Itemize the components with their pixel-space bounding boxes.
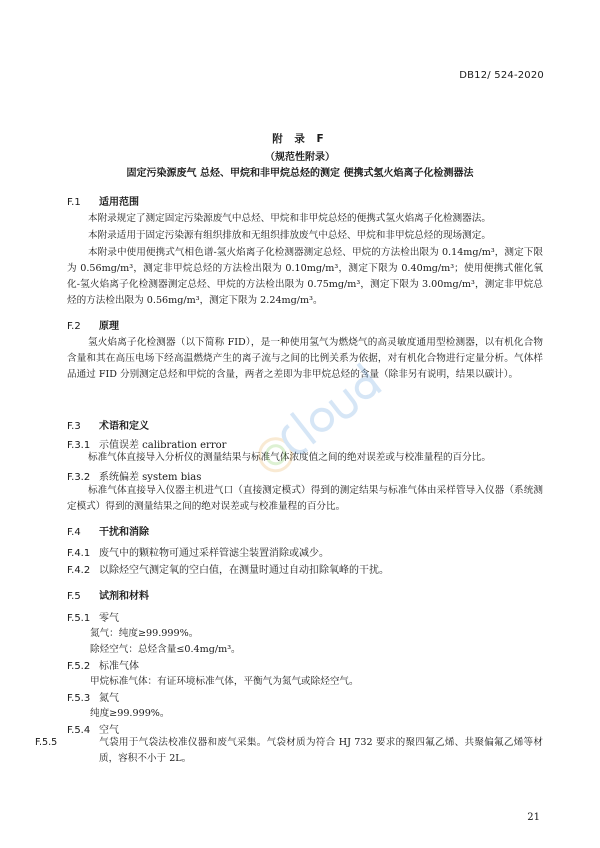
section-title: 干扰和消除 <box>99 527 149 538</box>
item-number: F.4.2 <box>67 565 91 576</box>
paragraph: 氢火焰离子化检测器（以下简称 FID），是一种使用氢气为燃烧气的高灵敏度通用型检测器，以有机化合物含量和其在高压电场下经高温燃烧产生的离子流与之间的比例关系为依据，对有机化合物进行定量分析。气体样品通过 FID 分别测定总烃和甲烷的含量，两者之差即为非甲烷总烃的含量（除非另有说明，结果以碳计）。 <box>67 337 543 380</box>
section-heading-f1 <box>67 193 139 208</box>
appendix-title: 附 录 F <box>272 133 328 145</box>
subsection-number: F.3.1 <box>67 440 91 451</box>
subsection-heading <box>67 609 119 624</box>
paragraph: 标准气体直接导入分析仪的测量结果与标准气体浓度值之间的绝对误差或与校准量程的百分比。 <box>88 452 491 463</box>
subsection-label: 氮气 <box>99 693 119 704</box>
subsection-number: F.5.3 <box>67 693 91 704</box>
subsection-label: 零气 <box>99 613 119 624</box>
list-line: 氮气：纯度≥99.999%。 <box>90 628 199 639</box>
section-number: F.3 <box>67 421 81 432</box>
section-heading-f3 <box>67 417 149 432</box>
section-title: 原理 <box>99 321 119 332</box>
section-title: 适用范围 <box>99 197 139 208</box>
paragraph: 本附录适用于固定污染源有组织排放和无组织排放废气中总烃、甲烷和非甲烷总烃的现场测定。 <box>88 230 491 241</box>
section-title: 试剂和材料 <box>99 591 149 602</box>
subsection-heading <box>67 436 226 451</box>
page-number: 21 <box>527 812 540 823</box>
appendix-nature: （规范性附录） <box>265 152 335 163</box>
subsection-heading <box>67 468 201 483</box>
subsection-heading <box>67 689 119 704</box>
term-label: 示值误差 calibration error <box>99 440 227 451</box>
subsection-label: 标准气体 <box>99 661 139 672</box>
term-label: 系统偏差 system bias <box>99 472 202 483</box>
list-line: 纯度≥99.999%。 <box>90 708 170 719</box>
subsection-heading <box>67 657 139 672</box>
subsection-label: 空气 <box>99 725 119 736</box>
section-heading-f5 <box>67 587 149 602</box>
subsection-number: F.5.2 <box>67 661 91 672</box>
section-number: F.5 <box>67 591 81 602</box>
list-line: 甲烷标准气体：有证环境标准气体，平衡气为氮气或除烃空气。 <box>90 676 359 687</box>
paragraph: 本附录中使用便携式气相色谱-氢火焰离子化检测器测定总烃、甲烷的方法检出限为 0.14mg/m³，测定下限为 0.56mg/m³，测定非甲烷总烃的方法检出限为 0.10mg/m³，测定下限为 0.40mg/m³；使用便携式催化氧化-氢火焰离子化检测器测定总烃、甲烷的方法检出限为 0.75mg/m³，测定下限为 3.00mg/m³，测定非甲烷总烃的方法检出限为 0.56mg/m³，测定下限为 2.24mg/m³。 <box>67 247 543 306</box>
section-number: F.4 <box>67 527 81 538</box>
appendix-subtitle: 固定污染源废气 总烃、甲烷和非甲烷总烃的测定 便携式氢火焰离子化检测器法 <box>126 168 474 179</box>
section-heading-f4 <box>67 523 149 538</box>
list-line: 除烃空气：总烃含量≤0.4mg/m³。 <box>90 644 241 655</box>
section-title: 术语和定义 <box>99 421 149 432</box>
item-number: F.4.1 <box>67 548 91 559</box>
subsection-number: F.5.4 <box>67 725 91 736</box>
item-text: 气袋用于气袋法校准仪器和废气采集。气袋材质为符合 HJ 732 要求的聚四氟乙烯、共聚偏氟乙烯等材质，容积不小于 2L。 <box>99 737 543 764</box>
subsection-number: F.3.2 <box>67 472 91 483</box>
subsection-number: F.5.1 <box>67 613 91 624</box>
list-item <box>67 561 389 576</box>
section-number: F.2 <box>67 321 81 332</box>
item-text: 以除烃空气测定氧的空白值，在测量时通过自动扣除氧峰的干扰。 <box>99 565 389 576</box>
section-heading-f2 <box>67 317 119 332</box>
paragraph: 本附录规定了测定固定污染源废气中总烃、甲烷和非甲烷总烃的便携式氢火焰离子化检测器法。 <box>88 213 491 224</box>
item-text: 废气中的颗粒物可通过采样管滤尘装置消除或减少。 <box>99 548 329 559</box>
section-number: F.1 <box>67 197 81 208</box>
subsection-heading <box>67 721 119 736</box>
list-item <box>67 544 329 559</box>
paragraph: 标准气体直接导入仪器主机进气口（直接测定模式）得到的测定结果与标准气体由采样管导入仪器（系统测定模式）得到的测量结果之间的绝对误差或与校准量程的百分比。 <box>67 485 543 512</box>
item-number: F.5.5 <box>35 737 58 748</box>
document-number: DB12/ 524-2020 <box>459 70 544 81</box>
list-item <box>35 735 543 767</box>
